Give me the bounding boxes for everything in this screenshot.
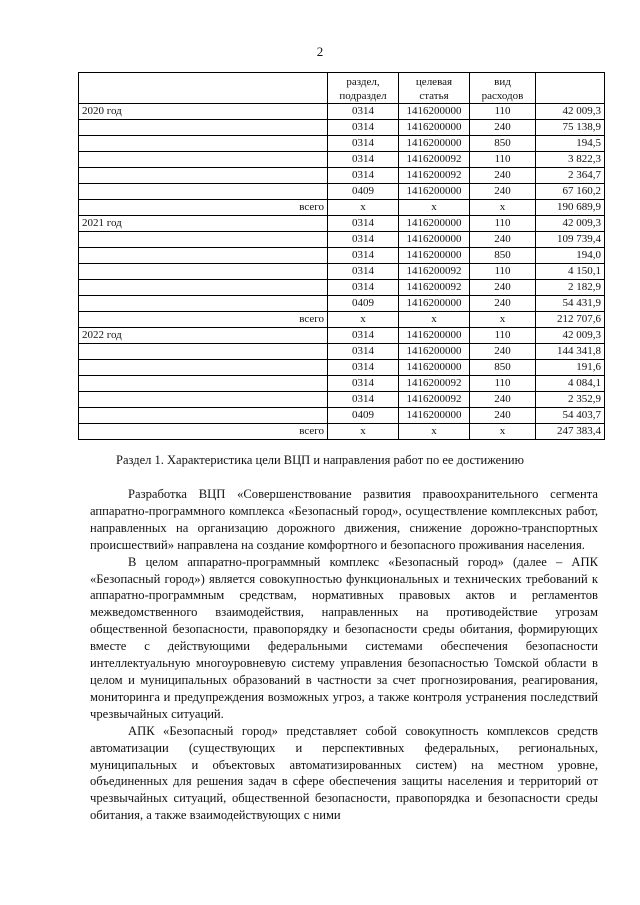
table-row	[79, 152, 605, 168]
table-header-row	[79, 73, 605, 104]
table-row	[79, 376, 605, 392]
table-row	[79, 344, 605, 360]
cell-label	[79, 360, 328, 376]
cell-label	[79, 376, 328, 392]
cell-section: х	[328, 312, 399, 328]
header-cell-period	[79, 73, 328, 104]
cell-label	[79, 184, 328, 200]
cell-amount: 67 160,2	[536, 184, 605, 200]
table-row	[79, 264, 605, 280]
cell-section: 0314	[328, 232, 399, 248]
table-total-row	[79, 424, 605, 440]
cell-amount: 42 009,3	[536, 328, 605, 344]
cell-section: 0314	[328, 344, 399, 360]
cell-amount: 54 403,7	[536, 408, 605, 424]
cell-expense-type: 850	[470, 136, 536, 152]
cell-expense-type: 110	[470, 376, 536, 392]
cell-section: 0314	[328, 280, 399, 296]
cell-target-article: 1416200000	[399, 360, 470, 376]
cell-section: х	[328, 424, 399, 440]
table-row	[79, 280, 605, 296]
cell-amount: 144 341,8	[536, 344, 605, 360]
cell-target-article: 1416200092	[399, 152, 470, 168]
cell-label: всего	[79, 424, 328, 440]
table-row	[79, 408, 605, 424]
cell-target-article: 1416200000	[399, 136, 470, 152]
cell-expense-type: 240	[470, 120, 536, 136]
table-row	[79, 104, 605, 120]
cell-target-article: 1416200000	[399, 184, 470, 200]
cell-section: 0314	[328, 328, 399, 344]
cell-expense-type: 240	[470, 280, 536, 296]
cell-expense-type: х	[470, 200, 536, 216]
cell-section: 0314	[328, 168, 399, 184]
cell-expense-type: 240	[470, 408, 536, 424]
cell-amount: 194,0	[536, 248, 605, 264]
cell-expense-type: 240	[470, 392, 536, 408]
cell-expense-type: х	[470, 312, 536, 328]
cell-target-article: 1416200000	[399, 248, 470, 264]
table-row	[79, 360, 605, 376]
cell-amount: 75 138,9	[536, 120, 605, 136]
cell-expense-type: 110	[470, 104, 536, 120]
cell-expense-type: 850	[470, 248, 536, 264]
cell-section: 0314	[328, 360, 399, 376]
cell-section: 0409	[328, 296, 399, 312]
cell-expense-type: х	[470, 424, 536, 440]
cell-target-article: 1416200000	[399, 408, 470, 424]
cell-amount: 212 707,6	[536, 312, 605, 328]
cell-amount: 109 739,4	[536, 232, 605, 248]
cell-amount: 3 822,3	[536, 152, 605, 168]
cell-label	[79, 168, 328, 184]
cell-label	[79, 280, 328, 296]
cell-amount: 54 431,9	[536, 296, 605, 312]
table-row	[79, 216, 605, 232]
cell-section: 0314	[328, 104, 399, 120]
cell-section: 0314	[328, 152, 399, 168]
page-number: 2	[316, 44, 324, 59]
cell-label	[79, 264, 328, 280]
table-row	[79, 136, 605, 152]
paragraph: В целом аппаратно-программный комплекс «Безопасный город» (далее – АПК «Безопасный город») является совокупностью функциональных и технических требований к аппаратно-программным средствам, нормативных правовых актов и регламентов межведомственного взаимодействия, направленных на противодействие угрозам общественной безопасности, правопорядку и безопасности среды обитания, формирующих вместе с действующими федеральными системами обеспечения безопасности интеллектуальную многоуровневую систему управления безопасностью Томской области в целом и муниципальных образований в частности за счет прогнозирования, реагирования, мониторинга и предупреждения возможных угроз, а также контроля устранения последствий чрезвычайных ситуаций.	[90, 554, 598, 721]
cell-target-article: 1416200000	[399, 344, 470, 360]
cell-section: 0314	[328, 120, 399, 136]
cell-expense-type: 850	[470, 360, 536, 376]
header-cell-target-article: целевая статья	[399, 73, 470, 104]
header-cell-expense-type: вид расходов	[470, 73, 536, 104]
cell-target-article: 1416200000	[399, 328, 470, 344]
cell-label: всего	[79, 200, 328, 216]
table-total-row	[79, 312, 605, 328]
cell-section: 0314	[328, 136, 399, 152]
cell-label: 2020 год	[79, 104, 328, 120]
cell-section: 0314	[328, 392, 399, 408]
header-cell-section: раздел, подраздел	[328, 73, 399, 104]
cell-target-article: х	[399, 200, 470, 216]
cell-label	[79, 408, 328, 424]
cell-amount: 2 364,7	[536, 168, 605, 184]
header-cell-amount	[536, 73, 605, 104]
cell-amount: 2 352,9	[536, 392, 605, 408]
cell-section: 0314	[328, 216, 399, 232]
table-total-row	[79, 200, 605, 216]
cell-label	[79, 120, 328, 136]
cell-amount: 4 150,1	[536, 264, 605, 280]
cell-target-article: 1416200000	[399, 120, 470, 136]
cell-label: всего	[79, 312, 328, 328]
cell-label	[79, 344, 328, 360]
table-row	[79, 120, 605, 136]
paragraph: АПК «Безопасный город» представляет собой совокупность комплексов средств автоматизации (существующих и перспективных федеральных, региональных, муниципальных и объектовых автоматизированных систем) на местном уровне, объединенных для решения задач в сфере обеспечения защиты населения и территорий от чрезвычайных ситуаций, общественной безопасности, правопорядка и безопасности среды обитания, а также взаимодействующих с ними	[90, 723, 598, 823]
cell-label	[79, 152, 328, 168]
paragraph: Разработка ВЦП «Совершенствование развития правоохранительного сегмента аппаратно-программного комплекса «Безопасный город», осуществление комплексных работ, направленных на организацию дорожного движения, снижение дорожно-транспортных происшествий» направлена на создание комфортного и безопасного проживания населения.	[90, 487, 598, 552]
table-row	[79, 392, 605, 408]
table-row	[79, 296, 605, 312]
cell-expense-type: 240	[470, 296, 536, 312]
cell-section: 0409	[328, 184, 399, 200]
cell-expense-type: 240	[470, 344, 536, 360]
cell-section: х	[328, 200, 399, 216]
cell-section: 0314	[328, 248, 399, 264]
cell-expense-type: 240	[470, 168, 536, 184]
cell-target-article: 1416200000	[399, 104, 470, 120]
table-row	[79, 168, 605, 184]
cell-label	[79, 232, 328, 248]
budget-table	[78, 72, 605, 440]
cell-amount: 42 009,3	[536, 216, 605, 232]
cell-target-article: 1416200092	[399, 376, 470, 392]
table-row	[79, 248, 605, 264]
cell-amount: 194,5	[536, 136, 605, 152]
cell-expense-type: 240	[470, 184, 536, 200]
cell-amount: 191,6	[536, 360, 605, 376]
section-title: Раздел 1. Характеристика цели ВЦП и направления работ по ее достижению	[116, 453, 524, 467]
table-row	[79, 232, 605, 248]
cell-amount: 190 689,9	[536, 200, 605, 216]
cell-amount: 42 009,3	[536, 104, 605, 120]
table-row	[79, 328, 605, 344]
cell-label	[79, 136, 328, 152]
cell-target-article: 1416200092	[399, 264, 470, 280]
cell-expense-type: 240	[470, 232, 536, 248]
body-text	[90, 486, 598, 824]
cell-amount: 247 383,4	[536, 424, 605, 440]
cell-section: 0314	[328, 264, 399, 280]
cell-label	[79, 296, 328, 312]
cell-label	[79, 248, 328, 264]
cell-target-article: 1416200000	[399, 216, 470, 232]
table-row	[79, 184, 605, 200]
cell-target-article: 1416200000	[399, 296, 470, 312]
cell-amount: 4 084,1	[536, 376, 605, 392]
cell-section: 0314	[328, 376, 399, 392]
cell-label: 2021 год	[79, 216, 328, 232]
cell-expense-type: 110	[470, 152, 536, 168]
cell-label: 2022 год	[79, 328, 328, 344]
cell-label	[79, 392, 328, 408]
cell-expense-type: 110	[470, 216, 536, 232]
cell-target-article: 1416200092	[399, 168, 470, 184]
cell-target-article: 1416200000	[399, 232, 470, 248]
cell-amount: 2 182,9	[536, 280, 605, 296]
cell-target-article: х	[399, 424, 470, 440]
cell-section: 0409	[328, 408, 399, 424]
cell-expense-type: 110	[470, 264, 536, 280]
cell-target-article: 1416200092	[399, 280, 470, 296]
cell-expense-type: 110	[470, 328, 536, 344]
cell-target-article: 1416200092	[399, 392, 470, 408]
cell-target-article: х	[399, 312, 470, 328]
